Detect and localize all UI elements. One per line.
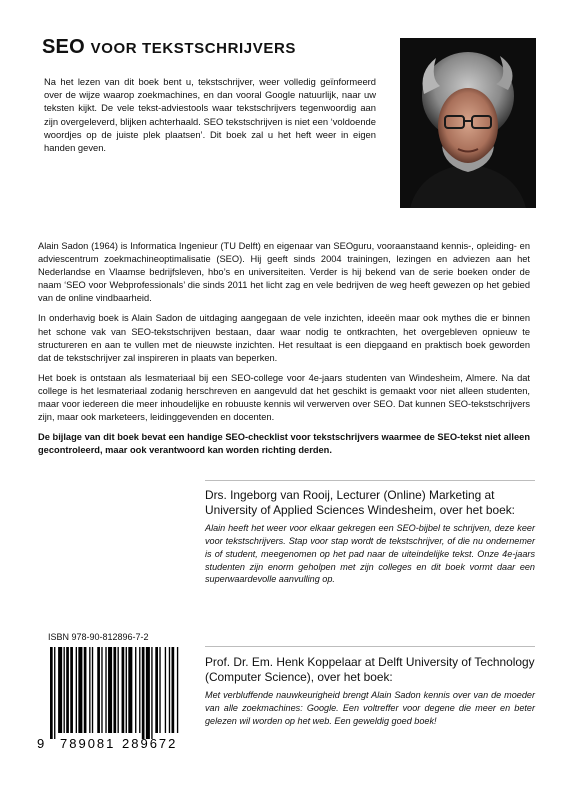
barcode-bar bbox=[105, 647, 106, 733]
quote-divider-middle bbox=[205, 646, 535, 647]
barcode-bar bbox=[70, 647, 73, 733]
author-portrait-image bbox=[400, 38, 536, 208]
checklist-paragraph: De bijlage van dit boek bevat een handige SEO-checklist voor tekstschrijvers waarmee de SEO-tekst niet alleen gecontroleerd, maar ook verantwoord kan worden richting derden. bbox=[38, 432, 530, 456]
barcode-bar bbox=[58, 647, 62, 733]
quote-block-1 bbox=[205, 488, 535, 586]
book-origin-paragraph: Het boek is ontstaan als lesmateriaal bij een SEO-college voor 4e-jaars studenten van Windesheim, Almere. Na dat college is het lesmateriaal zodanig herschreven en aangevuld dat het geschikt is gemaakt voor niet alleen studenten, maar voor iedereen die meer inhoudelijke en robuuste kennis wil verwerven over SEO. Dat kunnen SEO-tekstschrijvers zijn, maar ook marketeers, leidinggevenden en docenten. bbox=[38, 372, 530, 423]
isbn-label: ISBN 978-90-812896-7-2 bbox=[48, 632, 149, 642]
barcode-bar bbox=[118, 647, 119, 733]
book-purpose-paragraph: In onderhavig boek is Alain Sadon de uitdaging aangegaan de vele inzichten, ideeën maar ook mythes die er binnen het schone vak van SEO-tekstschrijven bestaan, daar waar nodig te ontkrachten, het overgebleven opnieuw te structureren en aan te vullen met de nieuwste inzichten. Het resultaat is een diepgaand en praktisch boek geworden dat de tekstschrijver zal inspireren in plaats van beperken. bbox=[38, 313, 530, 363]
barcode-bar bbox=[151, 647, 152, 739]
quote-text-2: Met verbluffende nauwkeurigheid brengt Alain Sadon kennis over van de moeder van alle zoekmachines: Google. Een voltreffer voor degene die meer en beter gelezen wil worden op het web. Een geweldig goed boek! bbox=[205, 689, 535, 726]
barcode-bar bbox=[126, 647, 127, 733]
barcode-bar bbox=[113, 647, 116, 733]
title-main: SEO bbox=[42, 36, 85, 58]
quote-author-2: Prof. Dr. Em. Henk Koppelaar at Delft University of Technology (Computer Science), over het boek: bbox=[205, 655, 535, 685]
barcode-lead-digit: 9 bbox=[37, 736, 45, 751]
barcode-bar bbox=[135, 647, 136, 733]
author-bio-paragraph: Alain Sadon (1964) is Informatica Ingenieur (TU Delft) en eigenaar van SEOguru, vooraanstaand kennis-, opleiding- en adviescentrum zoekmachineoptimalisatie (SEO). Hij geeft sinds 2004 trainingen, lezingen en adviezen aan het Nederlandse en Vlaamse bedrijfsleven, hbo’s en universiteiten. Verder is hij bekend van de serie boeken onder de naam ‘SEO voor Webprofessionals’ die sinds 2011 het licht zag en vele bedrijven de weg heeft gewezen op het gebied van de online vindbaarheid. bbox=[38, 241, 530, 304]
barcode-bar bbox=[108, 647, 112, 733]
barcode-bar bbox=[54, 647, 55, 739]
barcode-bar bbox=[165, 647, 166, 733]
barcode-bar bbox=[66, 647, 69, 733]
barcode-bar bbox=[92, 647, 93, 733]
quote-author-1: Drs. Ingeborg van Rooij, Lecturer (Online) Marketing at University of Applied Sciences Windesheim, over het boek: bbox=[205, 488, 515, 518]
book-title bbox=[42, 36, 296, 59]
author-photo bbox=[400, 38, 536, 208]
title-rest: VOOR TEKSTSCHRIJVERS bbox=[90, 40, 296, 57]
barcode-left-digits: 789081 bbox=[60, 736, 116, 751]
barcode-bar bbox=[169, 647, 170, 733]
quote-block-2 bbox=[205, 655, 535, 728]
barcode-bar bbox=[101, 647, 102, 733]
barcode-bar bbox=[142, 647, 145, 739]
barcode-bar bbox=[155, 647, 158, 733]
barcode-bar bbox=[139, 647, 140, 733]
isbn-barcode bbox=[36, 645, 186, 751]
barcode-bar bbox=[146, 647, 150, 739]
barcode-bar bbox=[122, 647, 125, 733]
intro-paragraph: Na het lezen van dit boek bent u, tekstschrijver, weer volledig geïnformeerd over de wijze waarop zoekmachines, en dan vooral Google natuurlijk, naar uw teksten kijkt. De vele tekst-adviestools waar tekstschrijvers tegenwoordig aan zijn overgeleverd, blijken achterhaald. SEO tekstschrijven is niet een ‘voldoende woordjes op de juiste plek plaatsen’. Dit boek zal u het heft weer in eigen handen geven. bbox=[44, 76, 376, 154]
barcode-bar bbox=[84, 647, 87, 733]
barcode-bar bbox=[128, 647, 132, 733]
barcode-bar bbox=[177, 647, 178, 733]
barcode-bar bbox=[97, 647, 100, 733]
body-text bbox=[38, 240, 530, 464]
barcode-bar bbox=[76, 647, 77, 733]
barcode-bar bbox=[78, 647, 82, 733]
quote-text-1: Alain heeft het weer voor elkaar gekregen een SEO-bijbel te schrijven, deze keer voor tekstschrijvers. Stap voor stap wordt de tekstschrijver, of die nu ondernemer is of student, meegenomen op het pad naar de uiteindelijke tekst. Onze 4e-jaars studenten zijn enorm geholpen met zijn colleges en dit boek vormt daar een superwaardevolle aanvulling op. bbox=[205, 522, 535, 585]
barcode-right-digits: 289672 bbox=[122, 736, 178, 751]
barcode-bar bbox=[172, 647, 175, 733]
quote-divider-top bbox=[205, 480, 535, 481]
barcode-bar bbox=[50, 647, 53, 739]
barcode-bar bbox=[89, 647, 90, 733]
barcode-bar bbox=[64, 647, 65, 733]
barcode-bar bbox=[159, 647, 160, 733]
